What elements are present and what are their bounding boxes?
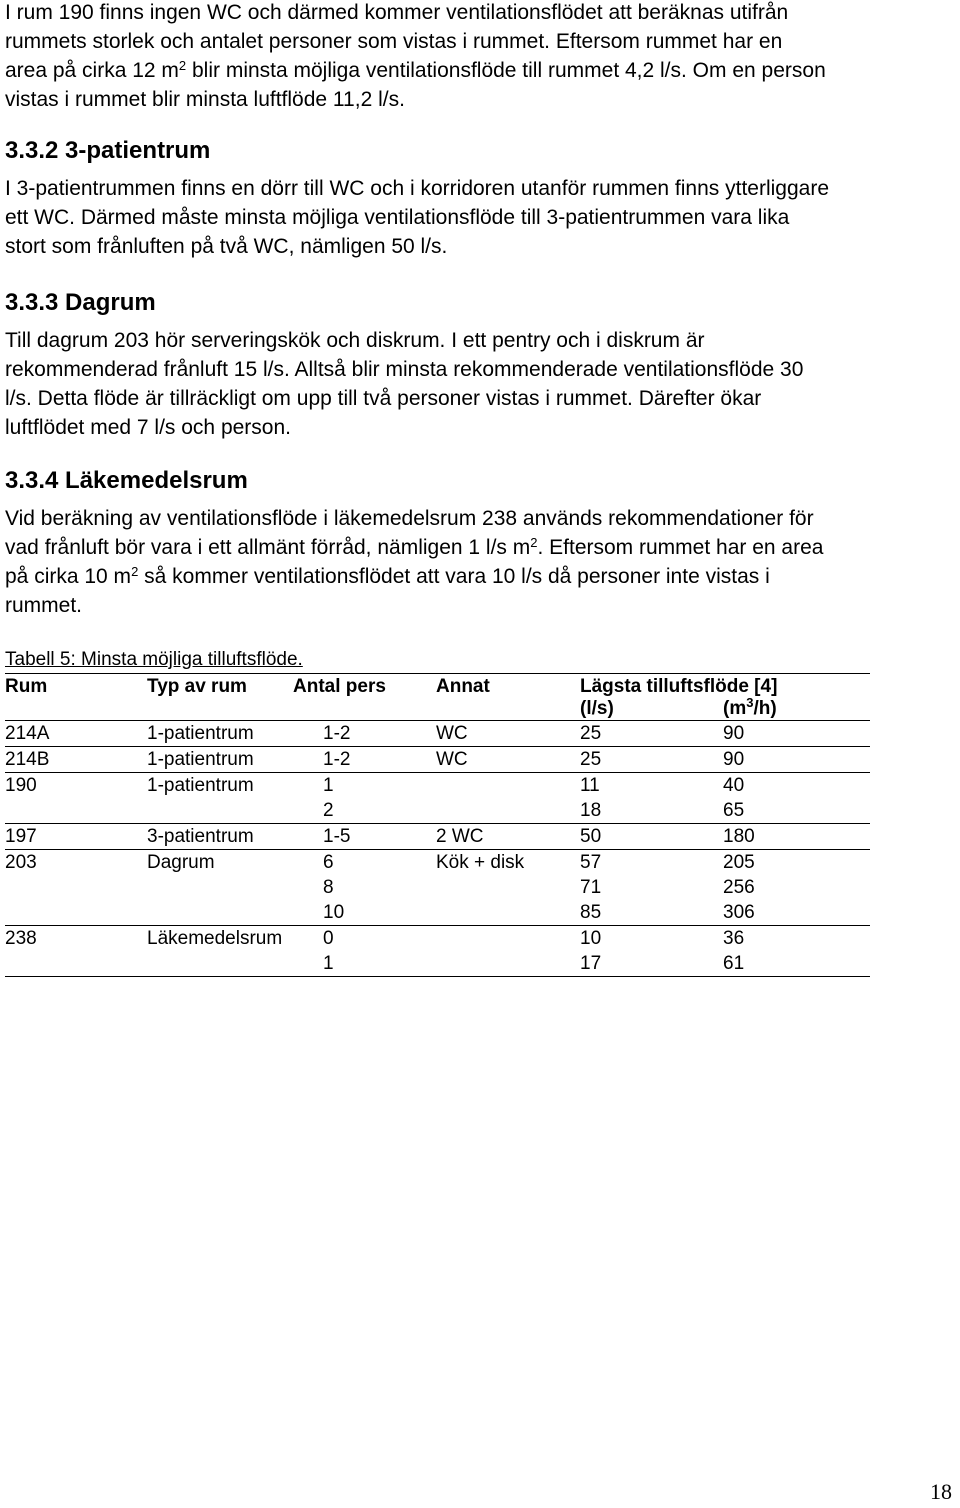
cell-antal-value: 1 — [323, 775, 334, 796]
cell-ls — [580, 721, 601, 746]
cell-typ: 3-patientrum — [147, 826, 254, 847]
cell-antal — [323, 926, 334, 976]
cell-ls — [580, 747, 601, 772]
table-header — [5, 676, 870, 721]
cell-ls-value: 50 — [580, 826, 602, 847]
cell-antal-value: 1 — [323, 953, 334, 974]
superscript: 2 — [131, 564, 139, 579]
text-line: vad frånluft bör vara i ett allmänt förråd, nämligen 1 l/s $m^2$. Eftersom rummet har en area — [5, 535, 824, 559]
table-body — [5, 721, 870, 977]
superscript: 2 — [530, 535, 538, 550]
cell-typ: 1-patientrum — [147, 749, 254, 770]
text-line: luftflödet med 7 l/s och person. — [5, 416, 291, 439]
column-header-lagsta: Lägsta tilluftsflöde [4] — [580, 676, 778, 697]
intro-paragraph — [5, 0, 957, 114]
table-row — [5, 747, 870, 773]
cell-rum: 214B — [5, 749, 50, 770]
cell-m3h — [723, 773, 744, 823]
text-line: l/s. Detta flöde är tillräckligt om upp till två personer vistas i rummet. Därefter ökar — [5, 387, 762, 410]
text-line: stort som frånluften på två WC, nämligen 50 l/s. — [5, 235, 448, 258]
cell-antal-value: 1-2 — [323, 723, 351, 744]
cell-ls — [580, 824, 601, 849]
cell-antal-value: 1-5 — [323, 826, 351, 847]
cell-m3h-value: 36 — [723, 928, 745, 949]
cell-m3h-value: 256 — [723, 877, 755, 898]
section-paragraph — [5, 326, 957, 442]
cell-antal-value: 6 — [323, 852, 334, 873]
page-number: 18 — [930, 1479, 952, 1504]
cell-annat: WC — [436, 749, 468, 770]
table-row — [5, 721, 870, 747]
text-line: I 3-patientrummen finns en dörr till WC och i korridoren utanför rummen finns ytterliggare — [5, 177, 830, 200]
table-row — [5, 824, 870, 850]
text-line: ett WC. Därmed måste minsta möjliga ventilationsflöde till 3-patientrummen vara lika — [5, 206, 790, 229]
cell-rum: 214A — [5, 723, 50, 744]
cell-m3h-value: 306 — [723, 902, 755, 923]
cell-rum: 190 — [5, 775, 37, 796]
cell-antal-value: 1-2 — [323, 749, 351, 770]
cell-m3h-value: 65 — [723, 800, 745, 821]
cell-antal-value: 8 — [323, 877, 334, 898]
cell-typ: Dagrum — [147, 852, 215, 873]
text-line: area på cirka 12 $m^2$ blir minsta möjliga ventilationsflöde till rummet 4,2 l/s. Om en person — [5, 58, 826, 82]
cell-rum: 197 — [5, 826, 37, 847]
cell-rum: 203 — [5, 852, 37, 873]
cell-typ: Läkemedelsrum — [147, 928, 283, 949]
column-header-rum: Rum — [5, 676, 48, 697]
cell-ls-value: 57 — [580, 852, 602, 873]
cell-m3h-value: 90 — [723, 749, 745, 770]
cell-ls-value: 25 — [580, 723, 602, 744]
section-heading: 3.3.4 Läkemedelsrum — [5, 467, 248, 494]
cell-ls — [580, 926, 601, 976]
cell-ls-value: 18 — [580, 800, 602, 821]
cell-m3h-value: 90 — [723, 723, 745, 744]
table-row — [5, 850, 870, 926]
text-line: rummets storlek och antalet personer som vistas i rummet. Eftersom rummet har en — [5, 30, 783, 53]
cell-typ: 1-patientrum — [147, 723, 254, 744]
cell-ls-value: 85 — [580, 902, 602, 923]
cell-m3h — [723, 747, 744, 772]
cell-ls — [580, 773, 601, 823]
cell-antal-value: 10 — [323, 902, 345, 923]
cell-m3h — [723, 850, 755, 925]
cell-rum: 238 — [5, 928, 37, 949]
cell-annat: WC — [436, 723, 468, 744]
cell-m3h — [723, 824, 755, 849]
text-line: rekommenderad frånluft 15 l/s. Alltså blir minsta rekommenderade ventilationsflöde 30 — [5, 358, 804, 381]
text-line: Till dagrum 203 hör serveringskök och diskrum. I ett pentry och i diskrum är — [5, 329, 705, 352]
cell-antal-value: 2 — [323, 800, 334, 821]
section-heading: 3.3.3 Dagrum — [5, 289, 156, 316]
text-line: I rum 190 finns ingen WC och därmed kommer ventilationsflödet att beräknas utifrån — [5, 1, 789, 24]
cell-antal — [323, 747, 350, 772]
cell-ls-value: 25 — [580, 749, 602, 770]
cell-ls-value: 11 — [580, 775, 600, 796]
cell-m3h-value: 180 — [723, 826, 755, 847]
cell-m3h — [723, 721, 744, 746]
table-row — [5, 773, 870, 824]
cell-antal — [323, 721, 350, 746]
cell-typ: 1-patientrum — [147, 775, 254, 796]
column-header-m3h: $(m^3/h)$ — [723, 695, 777, 719]
cell-annat: 2 WC — [436, 826, 484, 847]
cell-ls-value: 71 — [580, 877, 602, 898]
cell-m3h-value: 205 — [723, 852, 755, 873]
column-header-ls: (l/s) — [580, 698, 614, 719]
cell-m3h-value: 40 — [723, 775, 745, 796]
cell-annat: Kök + disk — [436, 852, 525, 873]
superscript: 3 — [746, 695, 754, 710]
cell-m3h-value: 61 — [723, 953, 745, 974]
section-paragraph — [5, 504, 957, 620]
superscript: 2 — [178, 58, 187, 73]
cell-ls-value: 10 — [580, 928, 602, 949]
cell-antal — [323, 773, 334, 823]
section-paragraph — [5, 174, 957, 261]
text-line: Vid beräkning av ventilationsflöde i läkemedelsrum 238 används rekommendationer för — [5, 507, 814, 530]
text-line: vistas i rummet blir minsta luftflöde 11,2 l/s. — [5, 88, 405, 111]
cell-ls — [580, 850, 601, 925]
table-row — [5, 926, 870, 977]
column-header-typ: Typ av rum — [147, 676, 247, 697]
cell-antal — [323, 850, 344, 925]
cell-antal — [323, 824, 350, 849]
ventilation-table — [5, 676, 870, 977]
column-header-annat: Annat — [436, 676, 490, 697]
column-header-antal: Antal pers — [293, 676, 386, 697]
cell-antal-value: 0 — [323, 928, 334, 949]
text-line: rummet. — [5, 594, 83, 617]
section-heading: 3.3.2 3-patientrum — [5, 137, 211, 164]
table-caption: Tabell 5: Minsta möjliga tilluftsflöde. — [5, 648, 870, 674]
cell-m3h — [723, 926, 744, 976]
cell-ls-value: 17 — [580, 953, 602, 974]
text-line: på cirka 10 $m^2$ så kommer ventilationsflödet att vara 10 l/s då personer inte vistas i — [5, 564, 770, 588]
